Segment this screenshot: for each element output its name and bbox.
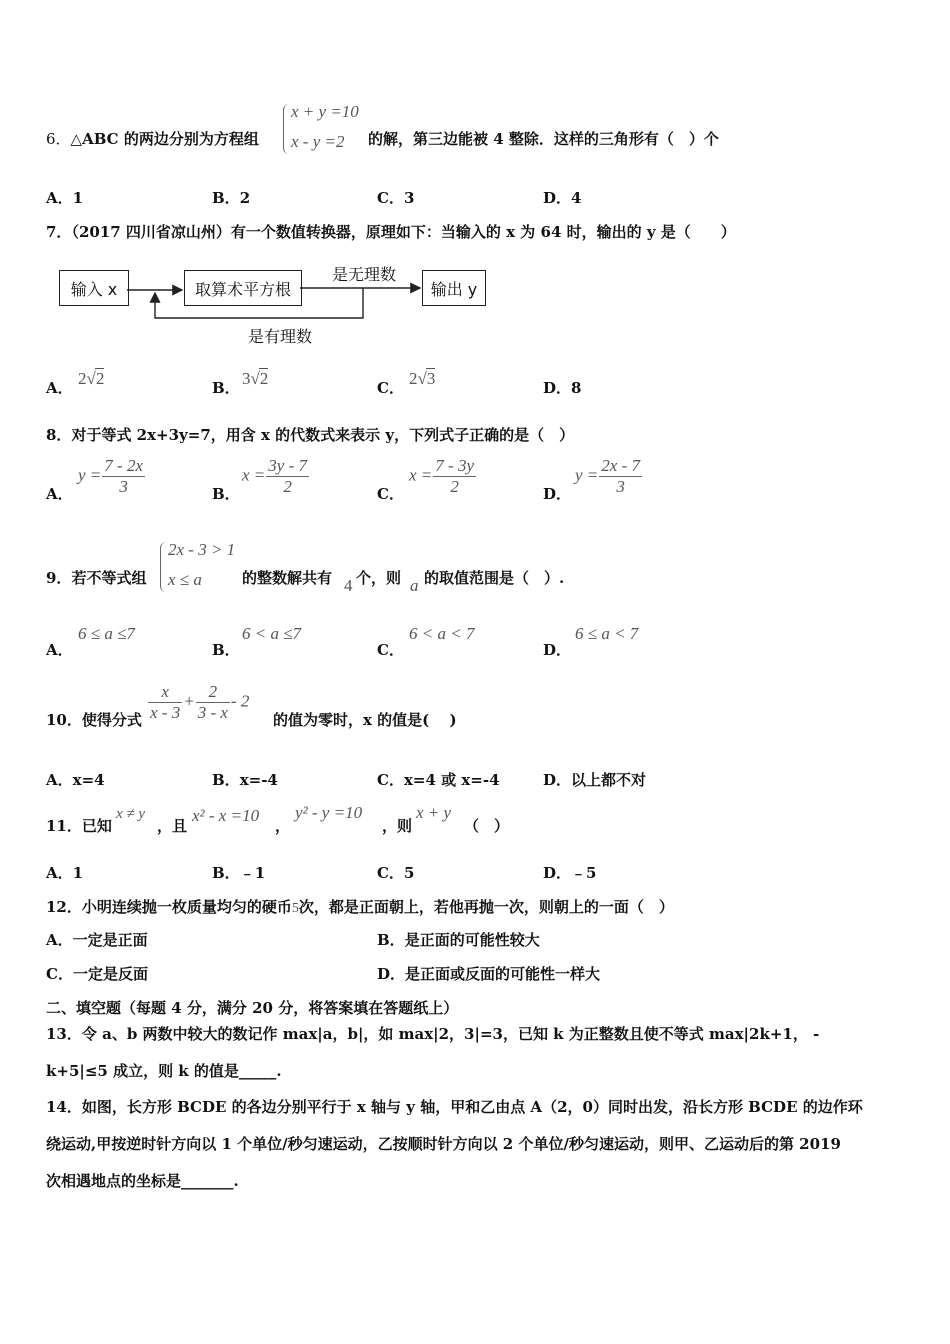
q6-option-c[interactable]: C．3 (377, 189, 415, 207)
flow-rational-label: 是有理数 (248, 327, 313, 346)
q12-stem: 12．小明连续抛一枚质量均匀的硬币5次，都是正面朝上，若他再抛一次，则朝上的一面（ ） (46, 898, 674, 916)
q12-option-c[interactable]: C．一定是反面 (46, 965, 148, 983)
q9-count: 4 (344, 576, 353, 595)
q11-then: ，则 (382, 817, 413, 835)
q9-option-b[interactable]: B． (212, 641, 240, 659)
q9-option-d-expr: 6 ≤ a < 7 (575, 624, 639, 643)
q11-option-c[interactable]: C．5 (377, 864, 415, 882)
flow-arrows (0, 0, 950, 400)
q7-option-a-expr: 2√2 (78, 369, 105, 388)
q9-mid1: 的整数解共有 (242, 569, 333, 587)
q6-eq2: x - y =2 (291, 132, 345, 151)
q10-option-d[interactable]: D．以上都不对 (543, 771, 647, 789)
q14-line3: 次相遇地点的坐标是_______. (46, 1172, 239, 1190)
q11-eq2: y² - y =10 (295, 803, 363, 822)
q8-option-a-expr: y = $\frac{7 - 2x}{3}$ (78, 456, 143, 496)
q9-mid2: 个，则 (356, 569, 402, 587)
flow-output-box: 输出 y (422, 270, 486, 306)
q6-option-d[interactable]: D．4 (543, 189, 582, 207)
flow-input-box: 输入 x (59, 270, 129, 306)
q7-option-b[interactable]: B． (212, 379, 240, 397)
q13-line1: 13．令 a、b 两数中较大的数记作 max|a，b|，如 max|2，3|=3，已知 k 为正整数且使不等式 max|2k+1， - (46, 1025, 820, 1043)
q8-option-d[interactable]: D． (543, 485, 572, 503)
q8-option-b[interactable]: B． (212, 485, 240, 503)
q9-post: 的取值范围是（ ）. (424, 569, 565, 587)
q11-and: ，且 (157, 817, 188, 835)
q7-option-d[interactable]: D．8 (543, 379, 582, 397)
q7-option-c[interactable]: C． (377, 379, 404, 397)
q6-option-b[interactable]: B．2 (212, 189, 251, 207)
q9-option-a-expr: 6 ≤ a ≤7 (78, 624, 135, 643)
flow-process-box: 取算术平方根 (184, 270, 302, 306)
q9-option-c[interactable]: C． (377, 641, 404, 659)
q7-option-b-expr: 3√2 (242, 369, 269, 388)
q9-ineq1: 2x - 3 > 1 (168, 540, 236, 559)
q11-option-b[interactable]: B．﹣1 (212, 864, 266, 882)
q8-option-a[interactable]: A． (46, 485, 73, 503)
q9-option-d[interactable]: D． (543, 641, 572, 659)
question-number: 6． (46, 130, 71, 148)
q11-option-a[interactable]: A．1 (46, 864, 84, 882)
q6-option-a[interactable]: A．1 (46, 189, 84, 207)
q11-option-d[interactable]: D．﹣5 (543, 864, 597, 882)
q9-var: a (410, 576, 419, 595)
q9-option-c-expr: 6 < a < 7 (409, 624, 475, 643)
q9-option-a[interactable]: A． (46, 641, 73, 659)
q12-option-d[interactable]: D．是正面或反面的可能性一样大 (377, 965, 601, 983)
q12-option-a[interactable]: A．一定是正面 (46, 931, 148, 949)
q13-line2: k+5|≤5 成立，则 k 的值是_____. (46, 1062, 282, 1080)
q9-ineq2: x ≤ a (168, 570, 202, 589)
q7-option-a[interactable]: A． (46, 379, 73, 397)
q14-line2: 绕运动,甲按逆时针方向以 1 个单位/秒匀速运动，乙按顺时针方向以 2 个单位/秒匀速运动，则甲、乙运动后的第 2019 (46, 1135, 841, 1153)
system-brace (160, 542, 167, 592)
q6-pre: △ABC 的两边分别为方程组 (70, 130, 259, 148)
q10-option-b[interactable]: B．x=-4 (212, 771, 278, 789)
q8-option-d-expr: y = $\frac{2x - 7}{3}$ (575, 456, 640, 496)
section-heading: 二、填空题（每题 4 分，满分 20 分，将答案填在答题纸上） (46, 999, 459, 1017)
q10-post: 的值为零时，x 的值是( ) (273, 711, 457, 729)
q11-eq1: x² - x =10 (192, 806, 260, 825)
q10-option-a[interactable]: A．x=4 (46, 771, 105, 789)
q7-stem: 7．（2017 四川省凉山州）有一个数值转换器，原理如下：当输入的 x 为 64 时，输出的 y 是（ ） (46, 223, 736, 241)
q9-option-b-expr: 6 < a ≤7 (242, 624, 302, 643)
q8-option-b-expr: x = $\frac{3y - 7}{2}$ (242, 456, 307, 496)
q8-option-c[interactable]: C． (377, 485, 404, 503)
q7-option-c-expr: 2√3 (409, 369, 436, 388)
q11-comma: ， (275, 817, 291, 835)
q9-stem: 9．若不等式组 (46, 569, 147, 587)
q6-eq1: x + y =10 (291, 102, 359, 121)
q10-stem: 10．使得分式 (46, 711, 142, 729)
q11-paren: （ ） (464, 817, 510, 835)
flow-irrational-label: 是无理数 (332, 265, 397, 284)
q10-option-c[interactable]: C．x=4 或 x=-4 (377, 771, 500, 789)
q12-option-b[interactable]: B．是正面的可能性较大 (377, 931, 540, 949)
q8-option-c-expr: x = $\frac{7 - 3y}{2}$ (409, 456, 474, 496)
q11-expr: x + y (416, 803, 452, 822)
q11-stem: 11．已知 (46, 817, 112, 835)
q6-post: 的解，第三边能被 4 整除．这样的三角形有（ ）个 (368, 130, 719, 148)
q11-cond: x ≠ y (116, 806, 146, 822)
q14-line1: 14．如图，长方形 BCDE 的各边分别平行于 x 轴与 y 轴，甲和乙由点 A（2，0）同时出发，沿长方形 BCDE 的边作环 (46, 1098, 863, 1116)
q10-expression: $\frac{x}{x - 3}$ + $\frac{2}{3 - x}$ - 2 (150, 682, 250, 722)
q8-stem: 8．对于等式 2x+3y=7，用含 x 的代数式来表示 y，下列式子正确的是（ ） (46, 426, 575, 444)
